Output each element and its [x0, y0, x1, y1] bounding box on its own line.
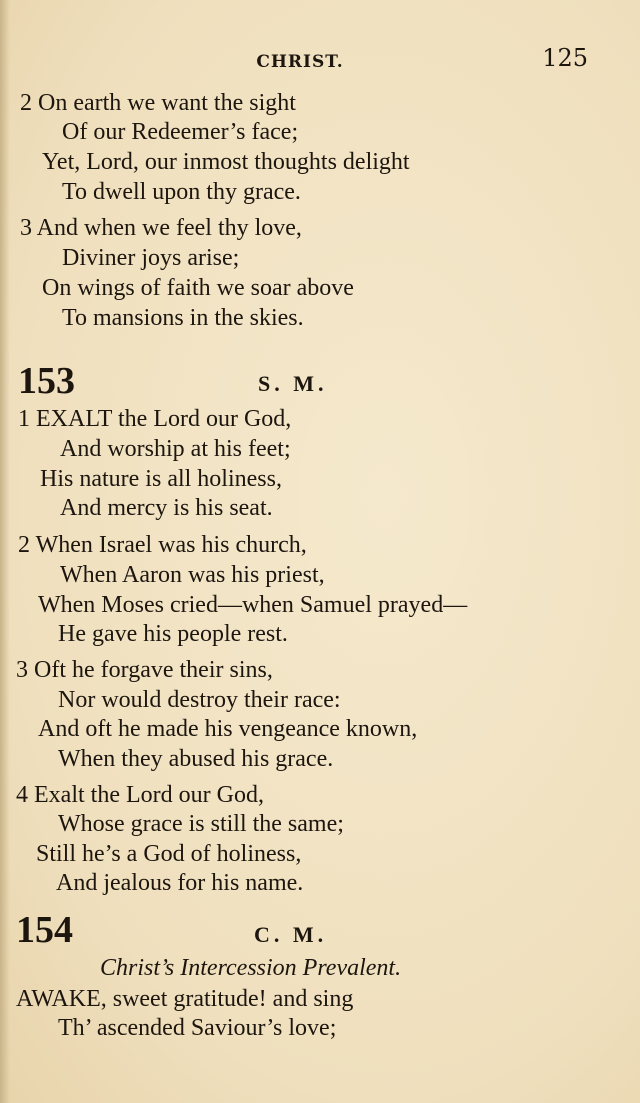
- h153-s2-l1: 2 When Israel was his church,: [18, 532, 307, 558]
- h153-s3-l1: 3 Oft he forgave their sins,: [16, 657, 273, 683]
- h153-s2-l4: He gave his people rest.: [58, 621, 288, 647]
- h152-s3-l2: Diviner joys arise;: [62, 245, 240, 271]
- h153-s2-l2: When Aaron was his priest,: [60, 562, 325, 588]
- hymn-153-meter: S. M.: [258, 371, 328, 396]
- h152-s3-l4: To mansions in the skies.: [62, 305, 304, 331]
- hymn-153-number: 153: [18, 360, 75, 402]
- h154-s1-l2: Th’ ascended Saviour’s love;: [58, 1015, 337, 1041]
- h153-s1-l2: And worship at his feet;: [60, 436, 291, 462]
- h153-s1-l3: His nature is all holiness,: [40, 466, 282, 492]
- h153-s4-l2: Whose grace is still the same;: [58, 811, 344, 837]
- h153-s1-l1: 1 EXALT the Lord our God,: [18, 406, 292, 432]
- h152-s3-l3: On wings of faith we soar above: [42, 275, 354, 301]
- h152-s2-l2: Of our Redeemer’s face;: [62, 119, 299, 145]
- hymn-154-number: 154: [16, 909, 73, 951]
- h153-s3-l4: When they abused his grace.: [58, 746, 334, 772]
- h153-s4-l1: 4 Exalt the Lord our God,: [16, 782, 264, 808]
- h153-s4-l3: Still he’s a God of holiness,: [36, 841, 302, 867]
- h153-s3-l2: Nor would destroy their race:: [58, 687, 341, 713]
- page-number: 125: [542, 44, 588, 72]
- hymn-154-title: Christ’s Intercession Prevalent.: [100, 955, 402, 981]
- h152-s2-l3: Yet, Lord, our inmost thoughts delight: [42, 149, 410, 175]
- h153-s3-l3: And oft he made his vengeance known,: [38, 716, 418, 742]
- h154-s1-l1: AWAKE, sweet gratitude! and sing: [16, 986, 354, 1012]
- hymn-154-meter: C. M.: [254, 922, 328, 947]
- h152-s2-l1: 2 On earth we want the sight: [20, 90, 296, 116]
- running-title: CHRIST.: [256, 52, 344, 72]
- h152-s2-l4: To dwell upon thy grace.: [62, 179, 301, 205]
- h153-s4-l4: And jealous for his name.: [56, 870, 304, 896]
- h152-s3-l1: 3 And when we feel thy love,: [20, 215, 302, 241]
- h153-s2-l3: When Moses cried—when Samuel prayed—: [38, 592, 468, 618]
- h153-s1-l4: And mercy is his seat.: [60, 495, 273, 521]
